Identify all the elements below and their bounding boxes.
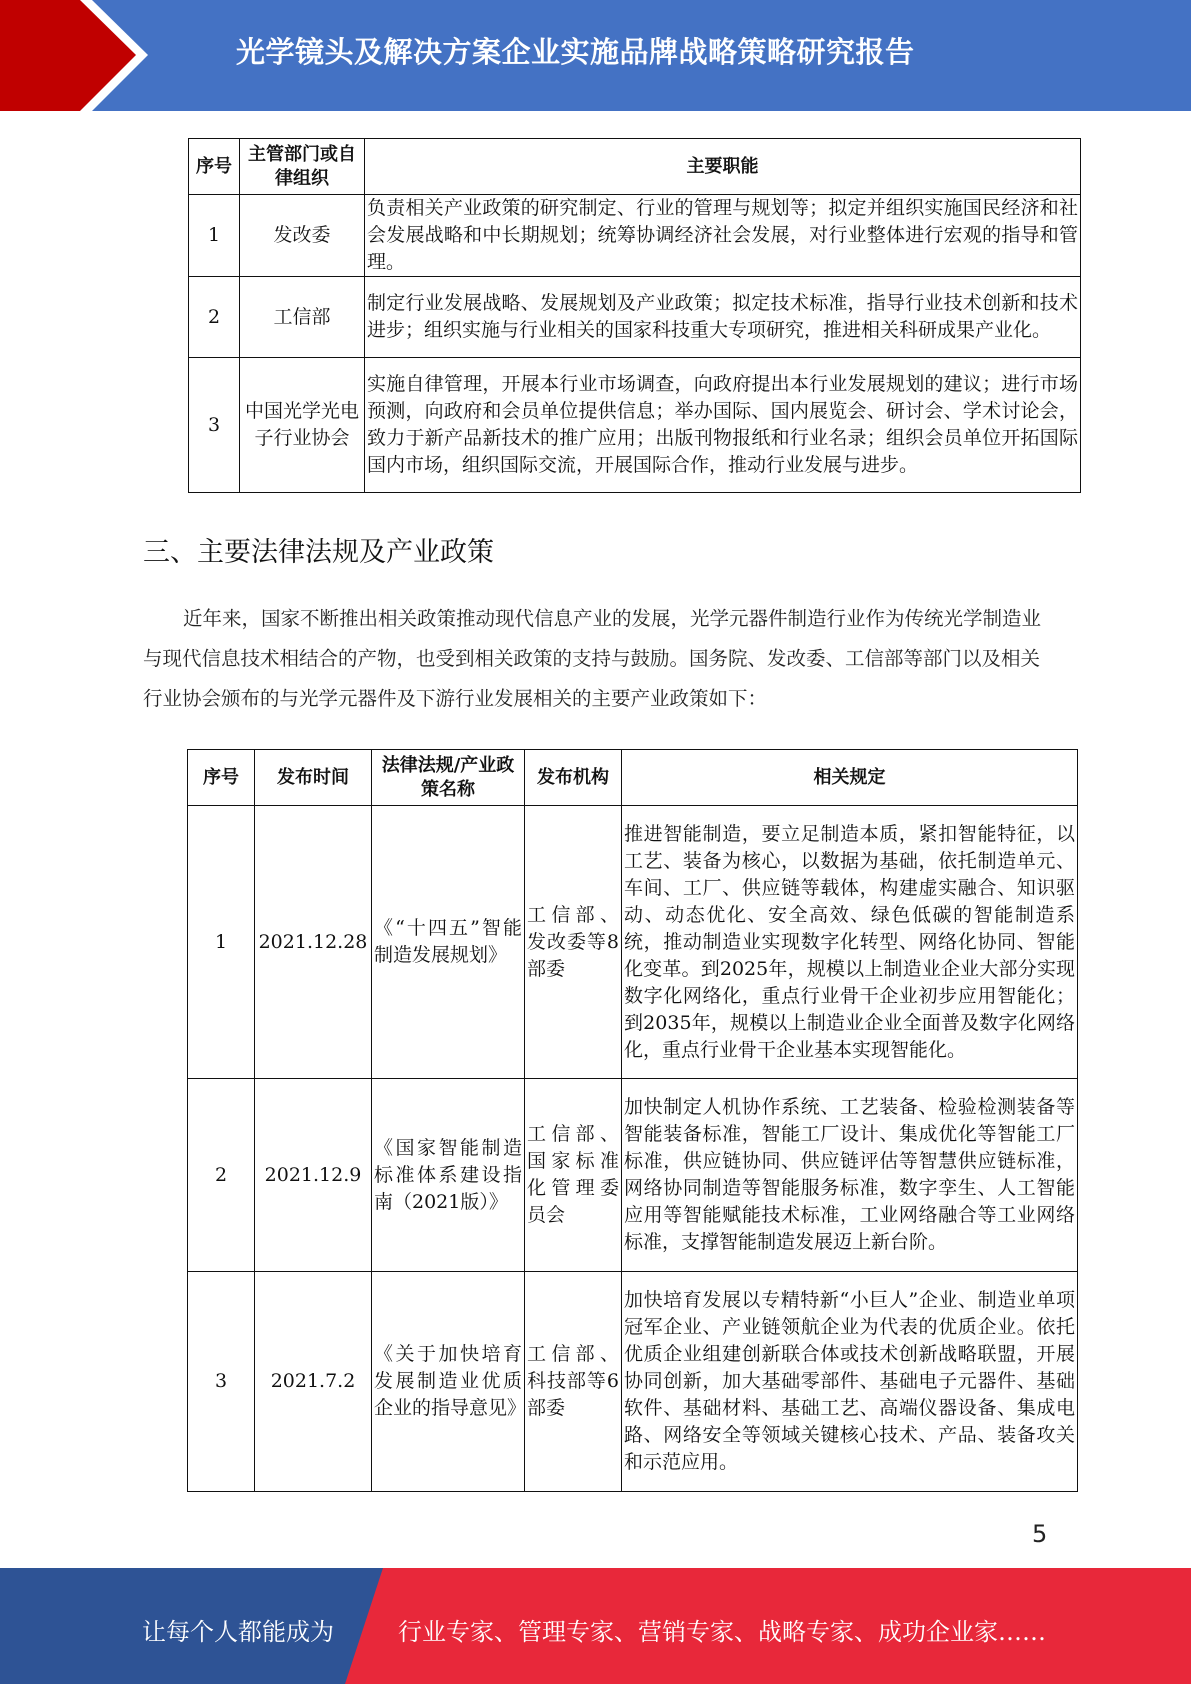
row-agency: 工信部、科技部等6部委 (525, 1272, 622, 1492)
page-number: 5 (1032, 1520, 1048, 1548)
row-content: 推进智能制造，要立足制造本质，紧扣智能特征，以工艺、装备为核心，以数据为基础，依托制造单元、车间、工厂、供应链等载体，构建虚实融合、知识驱动、动态优化、安全高效、绿色低碳的智能制造系统，推动制造业实现数字化转型、网络化协同、智能化变革。到2025年，规模以上制造业企业大部分实现数字化网络化，重点行业骨干企业初步应用智能化；到2035年，规模以上制造业企业全面普及数字化网络化，重点行业骨干企业基本实现智能化。 (622, 806, 1078, 1079)
row-name: 《“十四五”智能制造发展规划》 (372, 806, 525, 1079)
row-duty: 实施自律管理，开展本行业市场调查，向政府提出本行业发展规划的建议；进行市场预测，向政府和会员单位提供信息；举办国际、国内展览会、研讨会、学术讨论会，致力于新产品新技术的推广应用；出版刊物报纸和行业名录；组织会员单位开拓国际国内市场，组织国际交流，开展国际合作，推动行业发展与进步。 (365, 358, 1081, 493)
row-date: 2021.7.2 (255, 1272, 372, 1492)
table-row (189, 195, 1081, 277)
header-arrow-logo (0, 0, 160, 111)
row-date: 2021.12.28 (255, 806, 372, 1079)
section-heading: 三、主要法律法规及产业政策 (143, 537, 494, 568)
row-org: 发改委 (240, 195, 365, 277)
row-no: 1 (188, 806, 255, 1079)
row-name: 《国家智能制造标准体系建设指南（2021版）》 (372, 1079, 525, 1272)
intro-paragraph (143, 599, 1048, 719)
row-no: 2 (188, 1079, 255, 1272)
footer-slogan-right: 行业专家、管理专家、营销专家、战略专家、成功企业家…… (398, 1618, 1046, 1646)
table-header-row (189, 139, 1081, 195)
row-no: 3 (188, 1272, 255, 1492)
col-header-content: 相关规定 (622, 750, 1078, 806)
row-org: 中国光学光电子行业协会 (240, 358, 365, 493)
intro-paragraph-text: 近年来，国家不断推出相关政策推动现代信息产业的发展，光学元器件制造行业作为传统光学制造业与现代信息技术相结合的产物，也受到相关政策的支持与鼓励。国务院、发改委、工信部等部门以及相关行业协会颁布的与光学元器件及下游行业发展相关的主要产业政策如下： (143, 607, 1042, 710)
table-row (189, 277, 1081, 358)
row-name: 《关于加快培育发展制造业优质企业的指导意见》 (372, 1272, 525, 1492)
row-no: 1 (189, 195, 240, 277)
row-org: 工信部 (240, 277, 365, 358)
col-header-agency: 发布机构 (525, 750, 622, 806)
row-agency: 工信部、国家标准化管理委员会 (525, 1079, 622, 1272)
row-date: 2021.12.9 (255, 1079, 372, 1272)
footer-slogan-left: 让每个人都能成为 (142, 1618, 334, 1646)
row-no: 3 (189, 358, 240, 493)
row-content: 加快制定人机协作系统、工艺装备、检验检测装备等智能装备标准，智能工厂设计、集成优化等智能工厂标准，供应链协同、供应链评估等智慧供应链标准，网络协同制造等智能服务标准，数字孪生、人工智能应用等智能赋能技术标准，工业网络融合等工业网络标准，支撑智能制造发展迈上新台阶。 (622, 1079, 1078, 1272)
row-duty: 负责相关产业政策的研究制定、行业的管理与规划等；拟定并组织实施国民经济和社会发展战略和中长期规划；统筹协调经济社会发展，对行业整体进行宏观的指导和管理。 (365, 195, 1081, 277)
row-content: 加快培育发展以专精特新“小巨人”企业、制造业单项冠军企业、产业链领航企业为代表的优质企业。依托优质企业组建创新联合体或技术创新战略联盟，开展协同创新，加大基础零部件、基础电子元器件、基础软件、基础材料、基础工艺、高端仪器设备、集成电路、网络安全等领域关键核心技术、产品、装备攻关和示范应用。 (622, 1272, 1078, 1492)
table-row (189, 358, 1081, 493)
table-row (188, 806, 1078, 1079)
regulator-table (188, 138, 1081, 493)
col-header-org: 主管部门或自律组织 (240, 139, 365, 195)
table-row (188, 1272, 1078, 1492)
row-no: 2 (189, 277, 240, 358)
col-header-no: 序号 (189, 139, 240, 195)
row-agency: 工信部、发改委等8部委 (525, 806, 622, 1079)
col-header-duty: 主要职能 (365, 139, 1081, 195)
col-header-date: 发布时间 (255, 750, 372, 806)
table-row (188, 1079, 1078, 1272)
col-header-no: 序号 (188, 750, 255, 806)
policy-table (187, 749, 1078, 1492)
table-header-row (188, 750, 1078, 806)
report-title: 光学镜头及解决方案企业实施品牌战略策略研究报告 (236, 35, 915, 69)
row-duty: 制定行业发展战略、发展规划及产业政策；拟定技术标准，指导行业技术创新和技术进步；组织实施与行业相关的国家科技重大专项研究，推进相关科研成果产业化。 (365, 277, 1081, 358)
col-header-name: 法律法规/产业政策名称 (372, 750, 525, 806)
